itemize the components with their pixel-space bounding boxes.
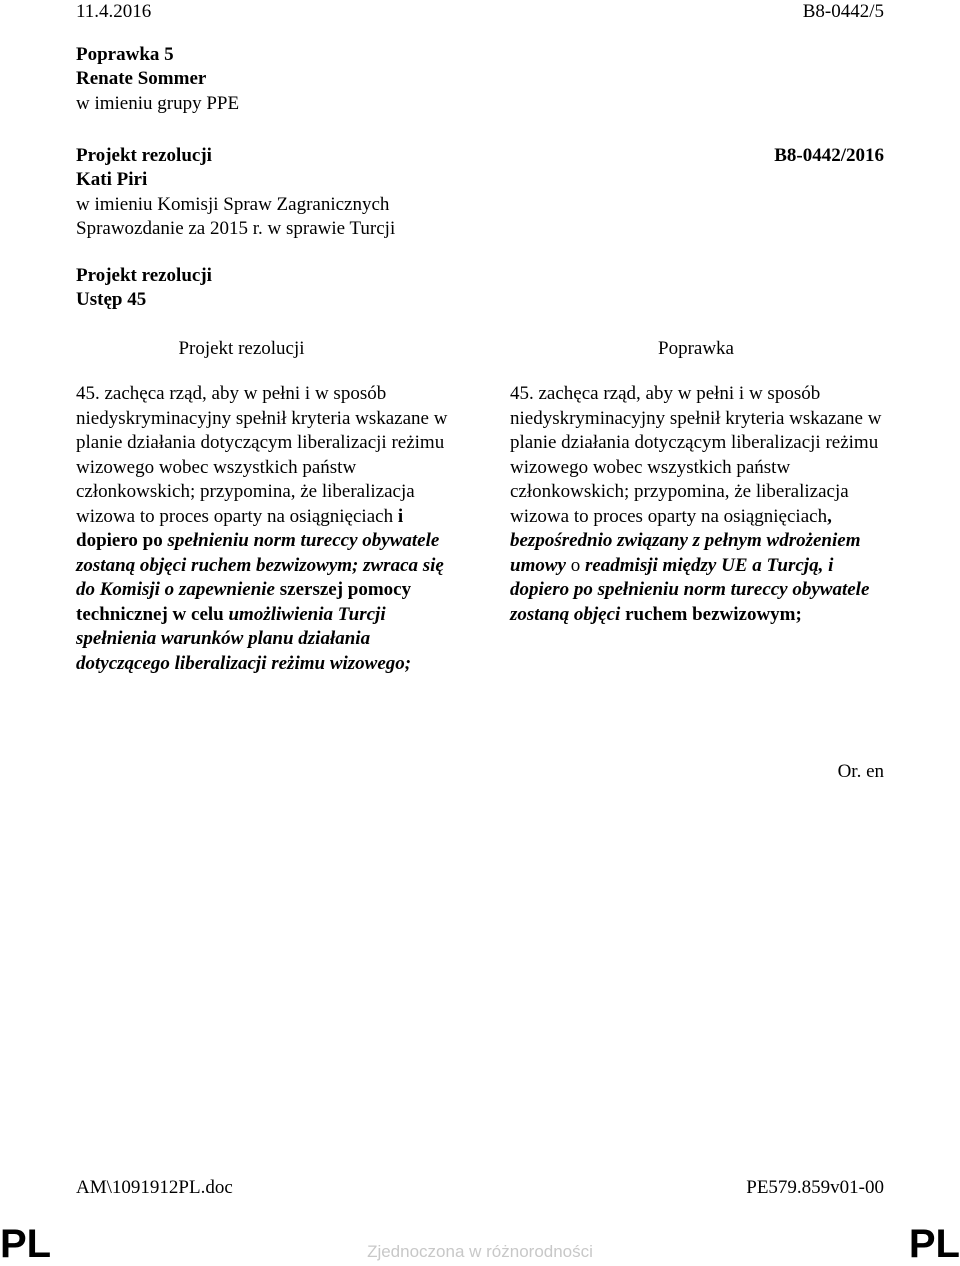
left-text-bold-2: szerszej pomocy technicznej w celu <box>76 579 412 625</box>
footer-pe-reference: PE579.859v01-00 <box>746 1177 884 1198</box>
footer-doc-reference: AM\1091912PL.doc <box>76 1177 233 1198</box>
resolution-committee: w imieniu Komisji Spraw Zagranicznych <box>76 194 390 215</box>
footer-language-right: PL <box>908 1222 960 1266</box>
right-text-plain: 45. zachęca rząd, aby w pełni i w sposób niedyskryminacyjny spełnił kryteria wskazane w planie działania dotyczącym liberalizacji reżimu wizowego wobec wszystkich państw członkowskich; przypomina, że liberalizacja wizowa to proces oparty na osiągnięciach <box>510 383 882 527</box>
resolution-report: Sprawozdanie za 2015 r. w sprawie Turcji <box>76 218 396 239</box>
original-language: Or. en <box>837 761 884 782</box>
right-column-text <box>510 382 882 627</box>
left-column-text <box>76 382 466 676</box>
resolution-reference: B8-0442/2016 <box>774 145 884 166</box>
footer-slogan: Zjednoczona w różnorodności <box>367 1242 593 1261</box>
resolution-label: Projekt rezolucji <box>76 145 212 166</box>
right-text-bold-italic-2: readmisji między UE a Turcją, i dopiero po spełnieniu norm tureccy obywatele zostaną objęci <box>510 554 870 625</box>
right-text-bold-italic: bezpośrednio związany z pełnym wdrożeniem umowy <box>510 530 861 576</box>
left-text-bold-italic-2: umożliwienia Turcji spełnienia warunków planu działania dotyczącego liberalizacji reżimu wizowego; <box>76 603 412 674</box>
right-text-plain-2: o <box>565 554 585 576</box>
right-column-heading: Poprawka <box>658 338 734 359</box>
amendment-group: w imieniu grupy PPE <box>76 93 240 114</box>
left-text-plain: 45. zachęca rząd, aby w pełni i w sposób niedyskryminacyjny spełnił kryteria wskazane w planie działania dotyczącym liberalizacji reżimu wizowego wobec wszystkich państw członkowskich; przypomina, że liberalizacja wizowa to proces oparty na osiągnięciach <box>76 383 448 527</box>
footer-language-left: PL <box>0 1222 52 1266</box>
resolution-author: Kati Piri <box>76 169 148 190</box>
section-label: Projekt rezolucji <box>76 265 212 286</box>
page-reference: B8-0442/5 <box>802 1 884 22</box>
left-column-heading: Projekt rezolucji <box>178 338 305 359</box>
right-text-bold: , <box>827 505 832 527</box>
left-text-bold-italic: spełnieniu norm tureccy obywatele zostaną objęci ruchem bezwizowym; zwraca się do Komisji o zapewnienie <box>76 530 444 600</box>
right-text-bold-2: ruchem bezwizowym; <box>620 603 802 625</box>
amendment-author: Renate Sommer <box>76 68 207 89</box>
section-paragraph: Ustęp 45 <box>76 289 147 310</box>
amendment-number: Poprawka 5 <box>76 44 174 65</box>
left-text-bold: i dopiero po <box>76 505 404 551</box>
document-date: 11.4.2016 <box>76 1 152 22</box>
